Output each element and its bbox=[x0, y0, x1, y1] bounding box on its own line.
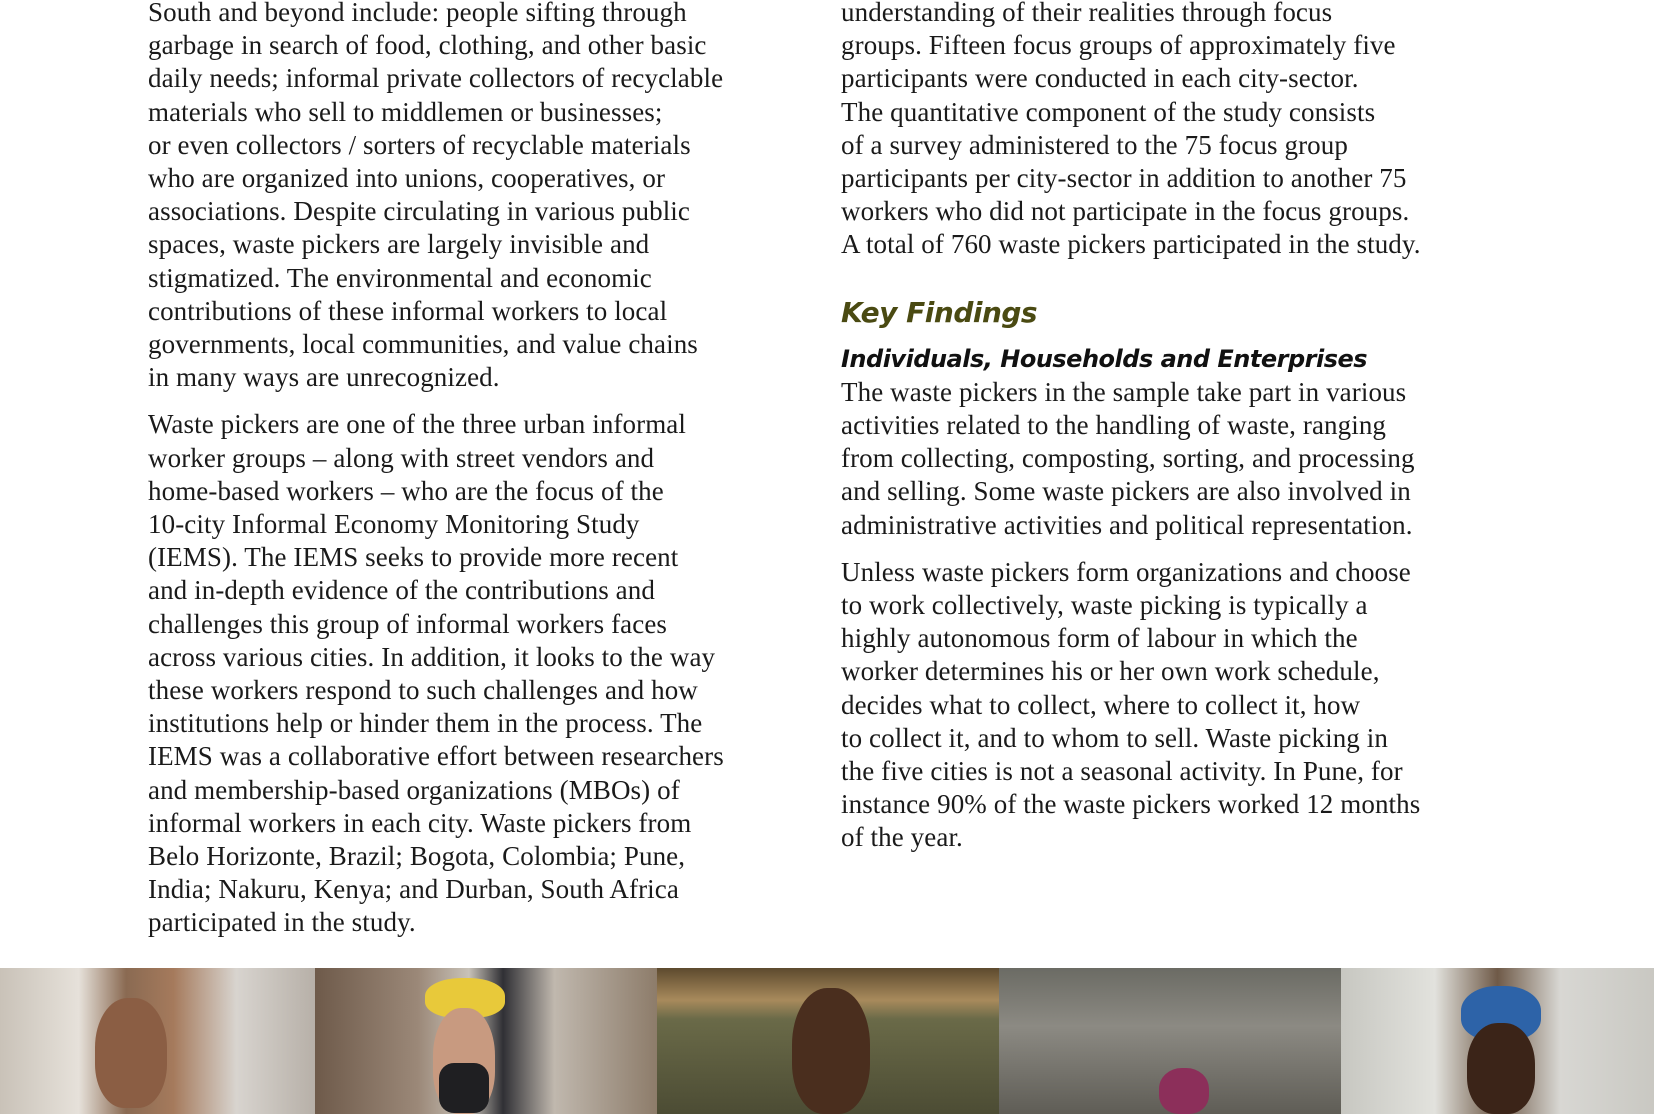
photo-waste-picker-3 bbox=[657, 968, 999, 1114]
person-figure bbox=[1159, 1068, 1209, 1114]
photo-waste-picker-2 bbox=[315, 968, 657, 1114]
photo-strip bbox=[0, 968, 1654, 1114]
body-paragraph: South and beyond include: people sifting through garbage in search of food, clothing, and other basic daily needs; informal private collectors of recyclable materials who sell to middlemen or businesses; or even collectors / sorters of recyclable materials who are organized into unions, cooperatives, or associations. Despite circulating in various public spaces, waste pickers are largely invisible and stigmatized. The environmental and economic contributions of these informal workers to local governments, local communities, and value chains in many ways are unrecognized. bbox=[148, 0, 724, 393]
person-figure bbox=[792, 988, 870, 1114]
section-heading: Key Findings bbox=[841, 295, 1038, 329]
left-column bbox=[148, 0, 798, 954]
person-figure bbox=[95, 998, 167, 1108]
intro-paragraph: understanding of their realities through focus groups. Fifteen focus groups of approximately five participants were conducted in each city-sector. The quantitative component of the study consists of a survey administered to the 75 focus group participants per city-sector in addition to another 75 workers who did not participate in the focus groups. A total of 760 waste pickers participated in the study. bbox=[841, 0, 1421, 260]
body-paragraph: Unless waste pickers form organizations and choose to work collectively, waste picking is typically a highly autonomous form of labour in which the worker determines his or her own work schedule, decides what to collect, where to collect it, how to collect it, and to whom to sell. Waste picking in the five cities is not a seasonal activity. In Pune, for instance 90% of the waste pickers worked 12 months of the year. bbox=[841, 556, 1421, 853]
face-mask bbox=[439, 1063, 489, 1113]
subheading: Individuals, Households and Enterprises bbox=[841, 344, 1368, 373]
photo-waste-picker-5 bbox=[1341, 968, 1654, 1114]
body-paragraph: The waste pickers in the sample take part in various activities related to the handling of waste, ranging from collecting, composting, sorting, and processing and selling. Some waste pickers are also involved in administrative activities and political representation. bbox=[841, 376, 1415, 540]
person-figure bbox=[1467, 1023, 1535, 1114]
photo-waste-picker-1 bbox=[0, 968, 315, 1114]
photo-waste-picker-4 bbox=[999, 968, 1341, 1114]
body-paragraph: Waste pickers are one of the three urban informal worker groups – along with street vendors and home-based workers – who are the focus of the 10-city Informal Economy Monitoring Study (IEMS). The IEMS seeks to provide more recent and in-depth evidence of the contributions and challenges this group of informal workers faces across various cities. In addition, it looks to the way these workers respond to such challenges and how institutions help or hinder them in the process. The IEMS was a collaborative effort between researchers and membership-based organizations (MBOs) of informal workers in each city. Waste pickers from Belo Horizonte, Brazil; Bogota, Colombia; Pune, India; Nakuru, Kenya; and Durban, South Africa participated in the study. bbox=[148, 409, 724, 938]
right-column bbox=[841, 0, 1501, 869]
